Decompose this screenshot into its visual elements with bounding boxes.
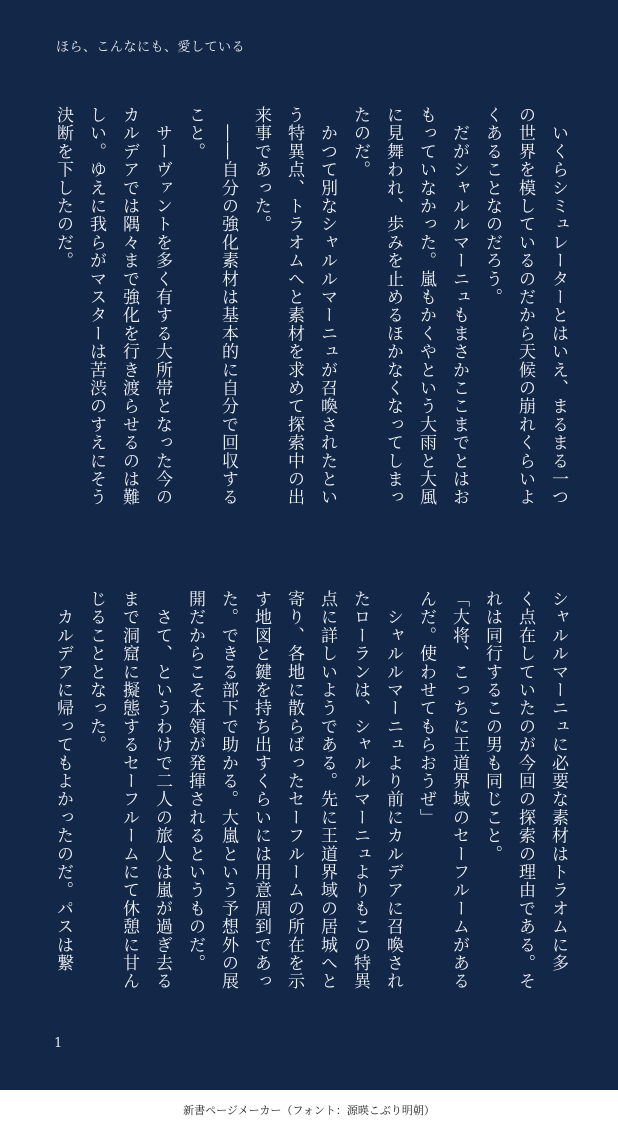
text-line: さて、というわけで二人の旅人は嵐が過ぎ去る — [152, 590, 172, 991]
text-line: 寄り、各地に散らばったセーフルームの所在を示 — [284, 590, 304, 991]
text-line: しい。ゆえに我らがマスターは苦渋のすえにそう — [86, 106, 106, 507]
text-line: もっていなかった。嵐もかくやという大雨と大風 — [416, 106, 436, 507]
text-line: う特異点、トラオムへと素材を求めて探索中の出 — [284, 106, 304, 507]
text-line: シャルルマーニュに必要な素材はトラオムに多 — [548, 590, 568, 973]
text-line: まで洞窟に擬態するセーフルームにて休憩に甘ん — [119, 590, 139, 991]
text-line: 「大将、こっちに王道界域のセーフルームがある — [449, 590, 469, 991]
page-header-title: ほら、こんなにも、愛している — [56, 40, 246, 55]
text-line: こと。 — [185, 106, 205, 161]
text-line: たのだ。 — [350, 106, 370, 179]
text-line: 開だからこそ本領が発揮されるというものだ。 — [185, 590, 205, 973]
text-line: 来事であった。 — [251, 106, 271, 234]
text-line: いくらシミュレーターとはいえ、まるまる一つ — [548, 106, 568, 507]
text-line: た。できる部下で助かる。大嵐という予想外の展 — [218, 590, 238, 991]
text-line: じることとなった。 — [86, 590, 106, 754]
text-line: 点に詳しいようである。先に王道界域の居城へと — [317, 590, 337, 991]
text-line: す地図と鍵を持ち出すくらいには用意周到であっ — [251, 590, 271, 991]
text-line: く点在していたのが今回の探索の理由である。そ — [515, 590, 535, 991]
text-line: だがシャルルマーニュもまさかここまでとはお — [449, 106, 469, 507]
text-line: くあることなのだろう。 — [482, 106, 502, 307]
text-line: んだ。使わせてもらおうぜ」 — [416, 590, 436, 827]
page-number: 1 — [54, 1036, 63, 1051]
text-line: シャルルマーニュより前にカルデアに召喚され — [383, 590, 403, 991]
text-line: 決断を下したのだ。 — [53, 106, 73, 270]
text-block-bottom — [46, 590, 574, 1010]
text-line: れは同行するこの男も同じこと。 — [482, 590, 502, 863]
text-line: カルデアに帰ってもよかったのだ。パスは繋 — [53, 590, 73, 973]
text-line: の世界を模しているのだから天候の崩れくらいよ — [515, 106, 535, 507]
text-line: たローランは、シャルルマーニュよりもこの特異 — [350, 590, 370, 991]
text-line: かつて別なシャルルマーニュが召喚されたとい — [317, 106, 337, 507]
text-line: サーヴァントを多く有する大所帯となった今の — [152, 106, 172, 507]
footer-caption: 新書ページメーカー（フォント：源暎こぶり明朝） — [183, 1104, 435, 1117]
text-line: に見舞われ、歩みを止めるほかなくなってしまっ — [383, 106, 403, 507]
text-line: カルデアでは隅々まで強化を行き渡らせるのは難 — [119, 106, 139, 507]
text-line: ――自分の強化素材は基本的に自分で回収する — [218, 106, 238, 507]
text-block-top — [46, 106, 574, 516]
